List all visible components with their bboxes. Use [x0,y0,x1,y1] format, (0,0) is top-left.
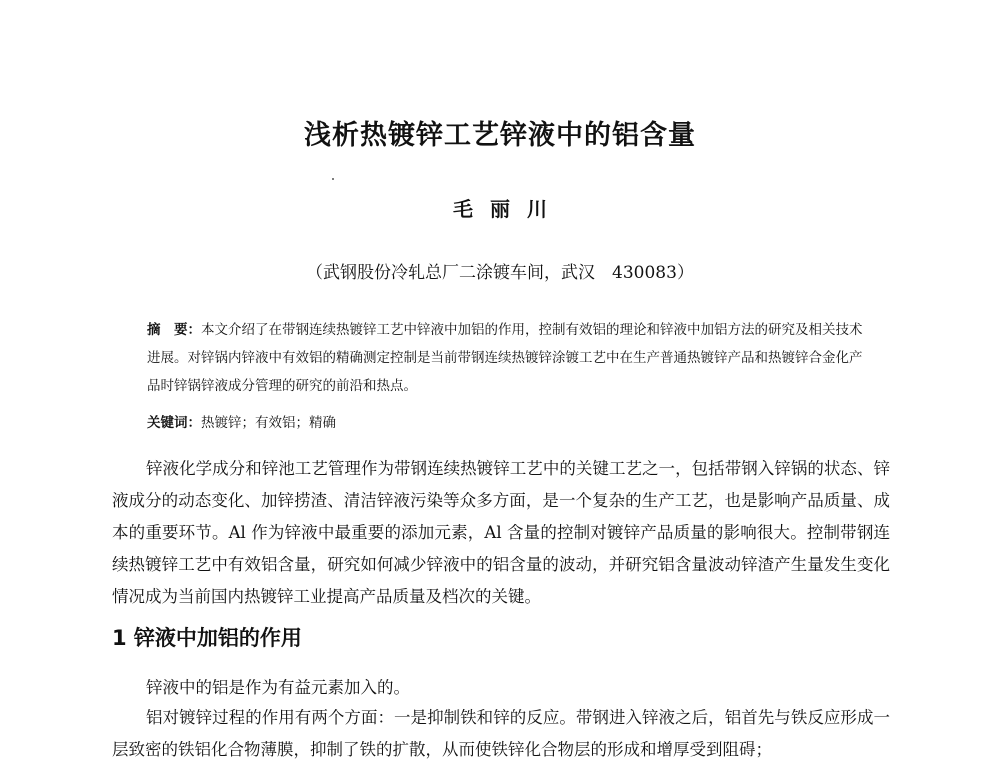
abstract-label: 摘 要： [147,322,201,338]
section-heading-1: 1 锌液中加铝的作用 [112,626,302,650]
author-name: 毛 丽 川 [453,197,547,221]
author-affiliation: （武钢股份冷轧总厂二涂镀车间，武汉 430083） [306,263,694,283]
keywords-label: 关键词： [147,415,201,431]
body-paragraph-intro: 锌液化学成分和锌池工艺管理作为带钢连续热镀锌工艺中的关键工艺之一，包括带钢入锌锅的状态、锌液成分的动态变化、加锌捞渣、清洁锌液污染等众多方面，是一个复杂的生产工艺，也是影响产品质量、成本的重要环节。Al 作为锌液中最重要的添加元素，Al 含量的控制对镀锌产品质量的影响很大。控制带钢连续热镀锌工艺中有效铝含量，研究如何减少锌液中的铝含量的波动，并研究铝含量波动锌渣产生量发生变化情况成为当前国内热镀锌工业提高产品质量及档次的关键。 [112,459,890,606]
abstract-block [147,316,867,400]
keywords-text: 热镀锌；有效铝；精确 [201,415,336,431]
keywords-block [147,411,867,431]
body-paragraph-section1-a: 锌液中的铝是作为有益元素加入的。 [146,678,410,697]
paper-title: 浅析热镀锌工艺锌液中的铝含量 [304,120,696,151]
body-paragraph-section1-b: 铝对镀锌过程的作用有两个方面：一是抑制铁和锌的反应。带钢进入锌液之后，铝首先与铁反应形成一层致密的铁铝化合物薄膜，抑制了铁的扩散，从而使铁锌化合物层的形成和增厚受到阻碍； [112,708,890,759]
scan-speck [332,178,334,180]
abstract-text: 本文介绍了在带钢连续热镀锌工艺中锌液中加铝的作用，控制有效铝的理论和锌液中加铝方法的研究及相关技术进展。对锌锅内锌液中有效铝的精确测定控制是当前带钢连续热镀锌涂镀工艺中在生产普通热镀锌产品和热镀锌合金化产品时锌锅锌液成分管理的研究的前沿和热点。 [147,322,863,394]
